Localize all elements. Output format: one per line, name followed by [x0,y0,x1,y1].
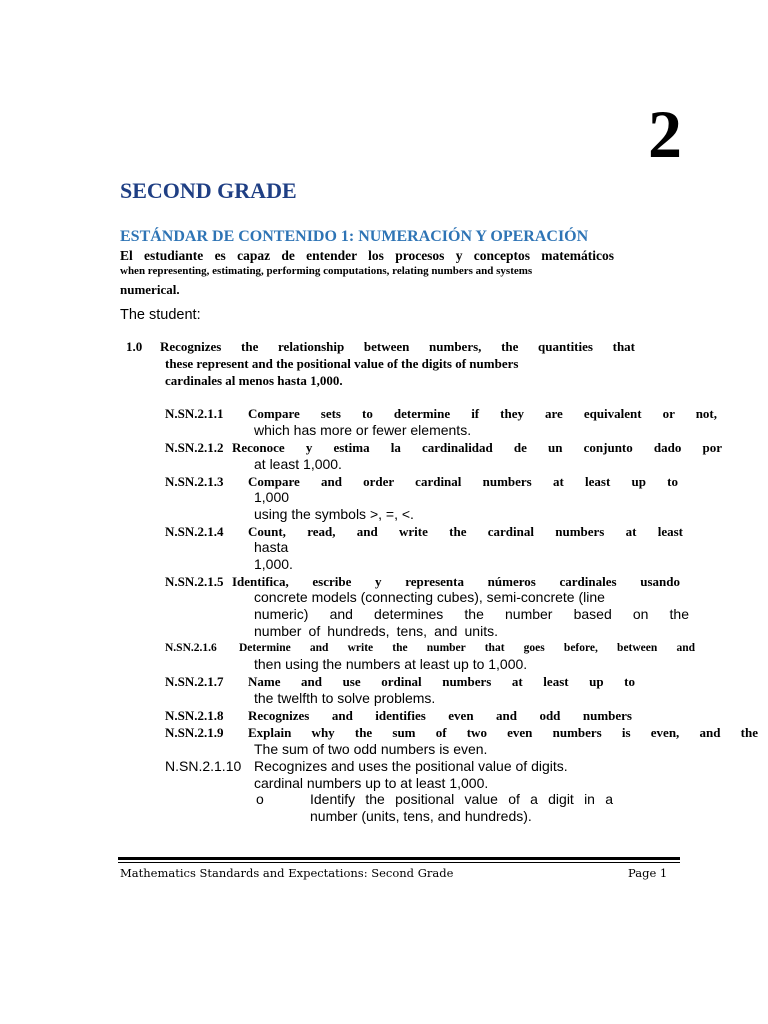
indicator-continuation: hasta [254,539,289,555]
intro-line-2: when representing, estimating, performing computations, relating numbers and systems [120,265,533,277]
indicator-text: Compare sets to determine if they are equivalent or not, [248,406,717,421]
indicator-continuation: cardinal numbers up to at least 1,000. [254,775,489,791]
footer-rule-thin [118,862,680,863]
indicator-continuation: at least 1,000. [254,456,342,472]
page-number: Page 1 [628,866,668,880]
indicator-code: N.SN.2.1.6 [165,642,217,654]
expectation-line-2: these represent and the positional value of the digits of numbers [165,356,519,371]
sub-bullet-line-2: number (units, tens, and hundreds). [310,808,532,824]
footer-rule [118,857,680,860]
indicator-text: Recognizes and uses the positional value of digits. [254,758,568,774]
indicator-continuation: which has more or fewer elements. [254,422,472,438]
indicator-continuation: then using the numbers at least up to 1,000. [254,656,528,672]
footer-title: Mathematics Standards and Expectations: Second Grade [120,866,454,880]
sub-bullet-marker: o [256,791,264,807]
intro-line-3: numerical. [120,282,180,297]
indicator-code: N.SN.2.1.10 [165,758,242,774]
indicator-code: N.SN.2.1.5 [165,574,224,589]
indicator-text: Name and use ordinal numbers at least up to [248,674,635,689]
indicator-code: N.SN.2.1.3 [165,474,224,489]
expectation-line-3: cardinales al menos hasta 1,000. [165,373,343,388]
intro-line-1: El estudiante es capaz de entender los procesos y conceptos matemáticos [120,248,614,263]
expectation-line-1: Recognizes the relationship between numbers, the quantities that [160,339,635,354]
indicator-text: Identifica, escribe y representa números cardinales usando [232,574,680,589]
indicator-text: Determine and write the number that goes before, between and [239,642,695,654]
indicator-continuation: numeric) and determines the number based on the [254,606,689,622]
indicator-text: Reconoce y estima la cardinalidad de un conjunto dado por [232,440,722,455]
expectation-number: 1.0 [126,339,143,354]
indicator-continuation: using the symbols >, =, <. [254,506,414,522]
student-label: The student: [120,307,201,323]
indicator-code: N.SN.2.1.7 [165,674,224,689]
standard-heading: ESTÁNDAR DE CONTENIDO 1: NUMERACIÓN Y OPERACIÓN [120,228,589,245]
indicator-code: N.SN.2.1.8 [165,708,224,723]
indicator-text: Recognizes and identifies even and odd numbers [248,708,632,723]
indicator-continuation: the twelfth to solve problems. [254,690,436,706]
indicator-continuation: 1,000 [254,489,290,505]
chapter-number: 2 [648,96,682,172]
indicator-code: N.SN.2.1.1 [165,406,224,421]
indicator-continuation: 1,000. [254,556,293,572]
indicator-text: Compare and order cardinal numbers at least up to [248,474,678,489]
indicator-code: N.SN.2.1.9 [165,725,224,740]
indicator-text: Explain why the sum of two even numbers is even, and the [248,725,758,740]
page-title: SECOND GRADE [120,178,297,203]
indicator-text: Count, read, and write the cardinal numbers at least [248,524,683,539]
indicator-code: N.SN.2.1.4 [165,524,224,539]
indicator-code: N.SN.2.1.2 [165,440,224,455]
sub-bullet-line-1: Identify the positional value of a digit in a [310,791,613,807]
indicator-continuation: The sum of two odd numbers is even. [254,741,488,757]
indicator-continuation: concrete models (connecting cubes), semi-concrete (line [254,589,605,605]
indicator-continuation: number of hundreds, tens, and units. [254,623,498,639]
